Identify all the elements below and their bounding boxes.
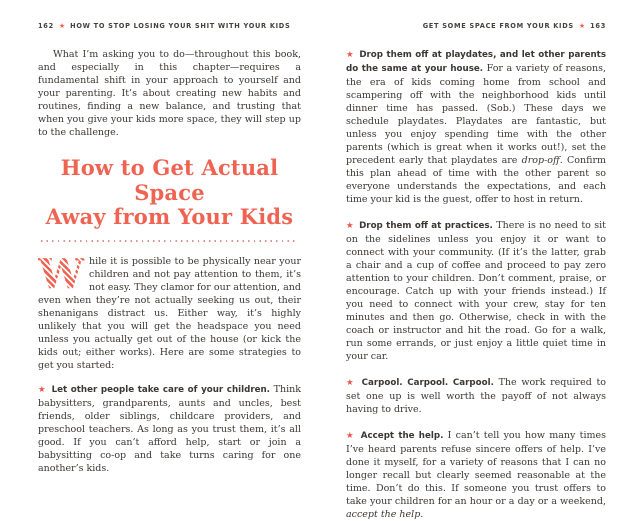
star-bullet-icon: ★ (346, 221, 358, 231)
running-head-right-title: GET SOME SPACE FROM YOUR KIDS (422, 22, 574, 30)
bullet-item (346, 376, 606, 416)
intro-paragraph: What I’m asking you to do—throughout this book, and especially in this chapter—requires a fundamental shift in your approach to yourself and your parenting. It’s about creating new habits and routines, finding a new balance, and trusting that when you give your kids more space, they will step up to the challenge. (38, 49, 301, 138)
bullet-body-text: Think babysitters, grandparents, aunts and uncles, best friends, older siblings, childcare providers, and preschool teachers. As long as you trust them, it’s all good. If you can’t afford help, start or join a babysitting co-op and take turns caring for one another’s kids. (38, 383, 302, 474)
running-head-left-title: HOW TO STOP LOSING YOUR SHIT WITH YOUR KIDS (70, 22, 291, 30)
chapter-title-line1: How to Get Actual Space (60, 155, 279, 205)
running-head-right (346, 22, 606, 30)
running-head-left (38, 22, 301, 30)
bullet-list-right (346, 48, 606, 521)
star-icon: ★ (58, 22, 66, 30)
chapter-title-line2: Away from Your Kids (45, 204, 294, 229)
page-right (320, 0, 640, 520)
bullet-item (346, 219, 606, 363)
bullet-item (346, 48, 606, 206)
chapter-title (38, 156, 301, 230)
bullet-body-text: accept the help (346, 509, 421, 520)
bullet-body-text: For a variety of reasons, the era of kids coming home from school and scampering off with the neighborhood kids until dinner time has passed. (Sob.) These days we schedule playdates. Playdates are fantastic, but unless you enjoy spending time with the other parents (which is great when it works out!), set the precedent early that playdates are (346, 63, 606, 166)
star-bullet-icon: ★ (346, 378, 360, 388)
opening-paragraph-text: hile it is possible to be physically near your children and not pay attention to them, it’s not easy. They clamor for our attention, and even when they’re not actually seeking us out, their shenanigans distract us. Either way, it’s highly unlikely that you will get the headspace you need unless you actually get out of the house (or kick the kids out; either works). Here are some strategies to get you started: (38, 255, 301, 371)
page-number-left: 162 (38, 22, 54, 30)
star-bullet-icon: ★ (346, 50, 358, 60)
bullet-body-text: . Confirm this plan ahead of time with the other parent so everyone understands the expectations, and each time your kid is the guest, offer to host in return. (346, 155, 606, 205)
star-bullet-icon: ★ (38, 384, 50, 395)
bullet-item (346, 429, 606, 521)
bullet-item (38, 383, 301, 475)
bullet-list-left (38, 383, 301, 475)
page-left (0, 0, 320, 474)
bullet-body-text: There is no need to sit on the sidelines unless you enjoy it or want to connect with your community. (If it’s the latter, grab a chair and a cup of coffee and proceed to pay zero attention to your children. Don’t comment, praise, or encourage. Catch up with your friends instead.) If you need to connect with your crew, stay for ten minutes and then go. Otherwise, check in with the coach or instructor and hit the road. Go for a walk, run some errands, or just enjoy a little quiet time in your car. (346, 220, 606, 362)
star-icon: ★ (578, 22, 586, 30)
page-number-right: 163 (590, 22, 606, 30)
bullet-lead-text: Drop them off at playdates, and let other parents do the same at your house. (346, 50, 606, 74)
bullet-body-text: . (420, 509, 424, 520)
dotted-divider (41, 240, 298, 242)
bullet-lead-text: Let other people take care of your children. (51, 384, 274, 395)
star-bullet-icon: ★ (346, 431, 359, 441)
bullet-lead-text: Accept the help. (360, 431, 448, 441)
bullet-body-text: The work required to set one up is well worth the payoff of not always having to drive. (346, 377, 606, 415)
opening-paragraph (38, 249, 301, 372)
bullet-body-text: I can’t tell you how many times I’ve heard parents refuse sincere offers of help. I’ve done it myself, for a variety of reasons that I can no longer recall but clearly seemed reasonable at the time. Don’t do this. If someone you trust offers to take your children for an hour or a day or a weekend, (346, 430, 606, 507)
bullet-body-text: drop-off (521, 155, 560, 166)
bullet-lead-text: Drop them off at practices. (359, 221, 497, 231)
drop-cap: W (38, 255, 89, 291)
bullet-lead-text: Carpool. Carpool. Carpool. (361, 378, 499, 388)
